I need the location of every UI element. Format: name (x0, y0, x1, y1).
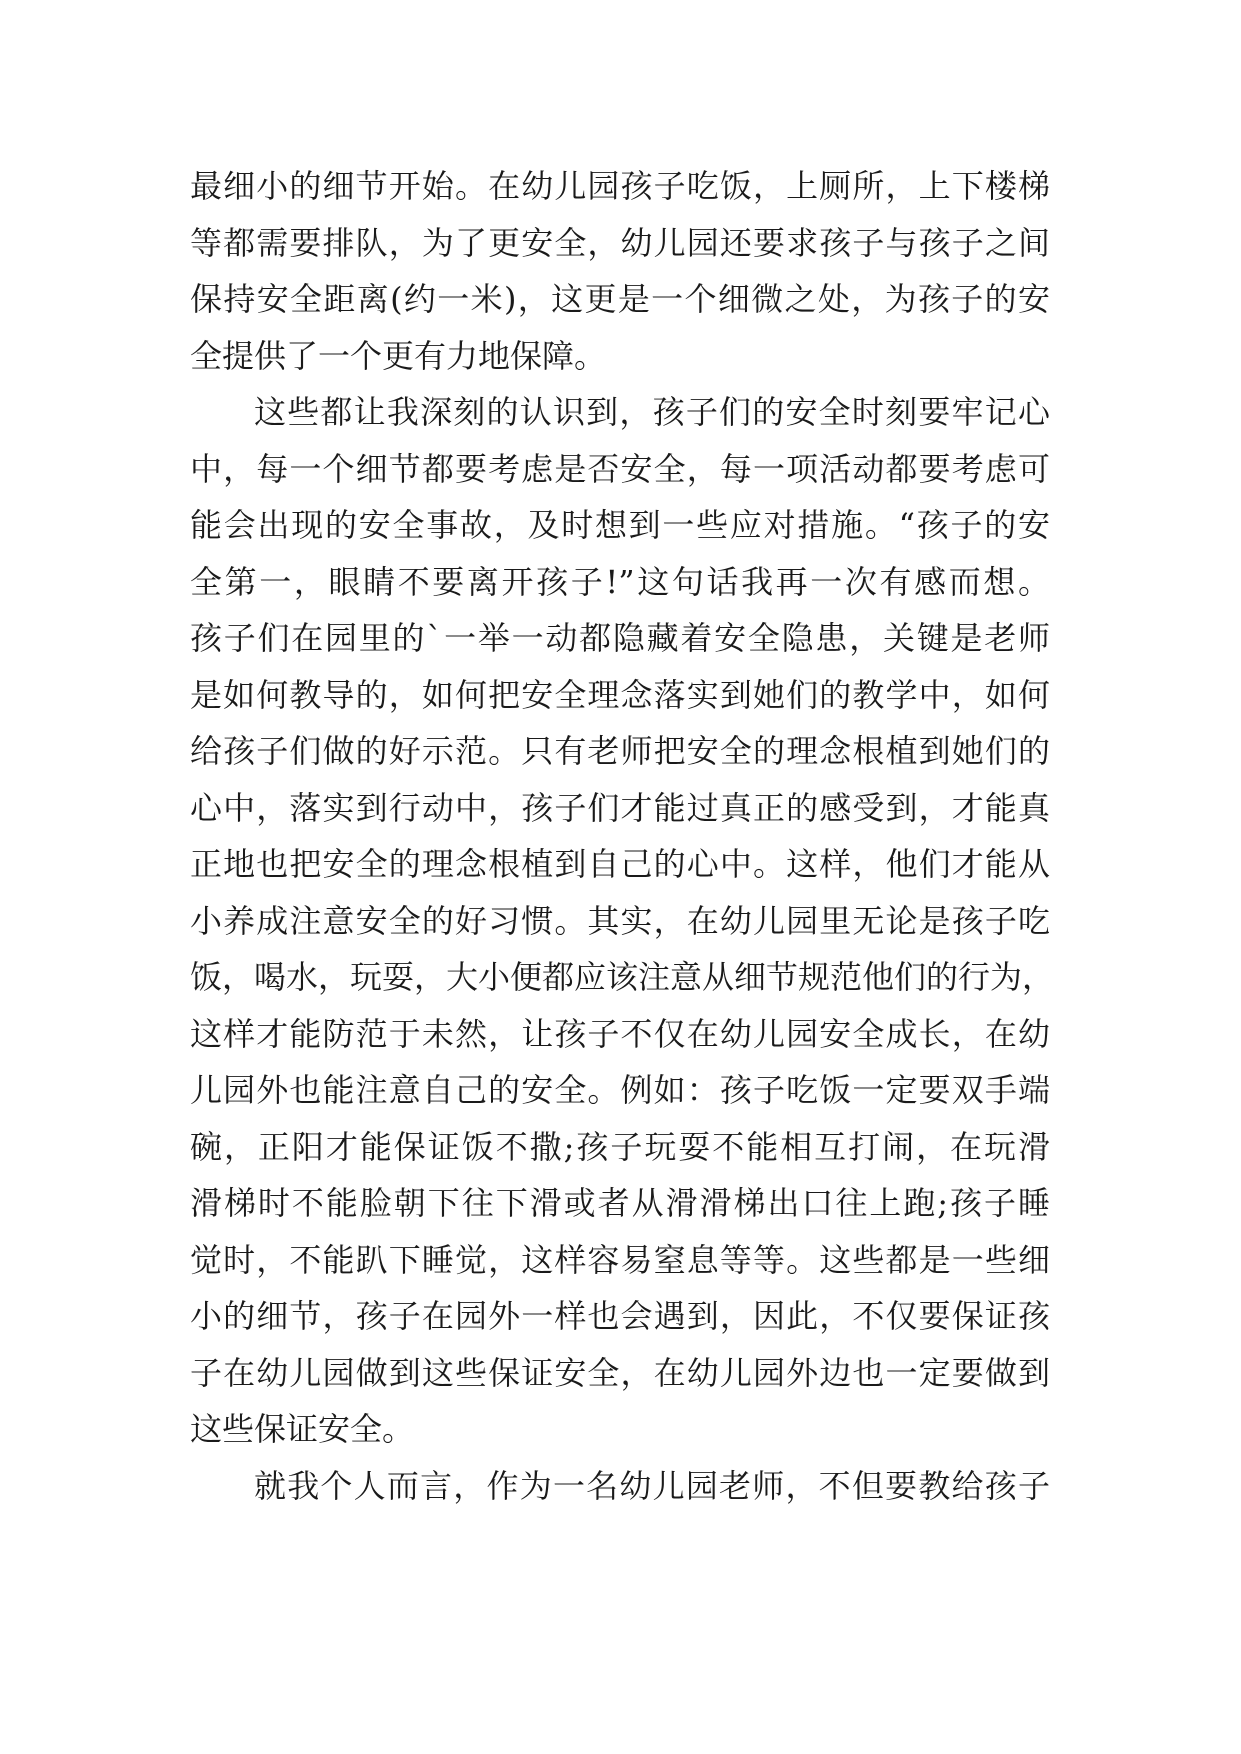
body-text (190, 158, 1055, 1514)
text-line: 中，每一个细节都要考虑是否安全，每一项活动都要考虑可 (190, 449, 1050, 488)
text-line: 儿园外也能注意自己的安全。例如：孩子吃饭一定要双手端 (190, 1071, 1050, 1109)
text-line: 保持安全距离(约一米)，这更是一个细微之处，为孩子的安 (190, 280, 1050, 318)
text-line: 最细小的细节开始。在幼儿园孩子吃饭，上厕所，上下楼梯 (190, 167, 1050, 205)
text-line: 觉时，不能趴下睡觉，这样容易窒息等等。这些都是一些细 (190, 1240, 1050, 1279)
text-line: 这些都让我深刻的认识到，孩子们的安全时刻要牢记心 (254, 393, 1050, 431)
text-line: 小养成注意安全的好习惯。其实，在幼儿园里无论是孩子吃 (190, 901, 1050, 940)
text-line: 给孩子们做的好示范。只有老师把安全的理念根植到她们的 (190, 732, 1050, 770)
text-line: 能会出现的安全事故，及时想到一些应对措施。“孩子的安 (190, 506, 1050, 544)
text-line: 等都需要排队，为了更安全，幼儿园还要求孩子与孩子之间 (190, 223, 1050, 262)
text-line: 饭，喝水，玩耍，大小便都应该注意从细节规范他们的行为， (190, 958, 1055, 996)
text-line: 碗，正阳才能保证饭不撒;孩子玩耍不能相互打闹，在玩滑 (190, 1127, 1050, 1166)
text-line: 孩子们在园里的`一举一动都隐藏着安全隐患，关键是老师 (190, 619, 1050, 657)
text-line: 心中，落实到行动中，孩子们才能过真正的感受到，才能真 (190, 788, 1050, 827)
text-line: 是如何教导的，如何把安全理念落实到她们的教学中，如何 (190, 675, 1050, 714)
text-line: 滑梯时不能脸朝下往下滑或者从滑滑梯出口往上跑;孩子睡 (190, 1184, 1050, 1222)
text-line: 这些保证安全。 (190, 1410, 415, 1448)
text-line: 子在幼儿园做到这些保证安全，在幼儿园外边也一定要做到 (190, 1353, 1050, 1392)
text-line: 就我个人而言，作为一名幼儿园老师，不但要教给孩子 (254, 1466, 1050, 1505)
text-line: 全提供了一个更有力地保障。 (190, 336, 607, 375)
text-line: 全第一，眼睛不要离开孩子!”这句话我再一次有感而想。 (190, 562, 1050, 601)
text-line: 这样才能防范于未然，让孩子不仅在幼儿园安全成长，在幼 (190, 1014, 1050, 1053)
text-line: 正地也把安全的理念根植到自己的心中。这样，他们才能从 (190, 845, 1050, 883)
text-line: 小的细节，孩子在园外一样也会遇到，因此，不仅要保证孩 (190, 1297, 1050, 1335)
